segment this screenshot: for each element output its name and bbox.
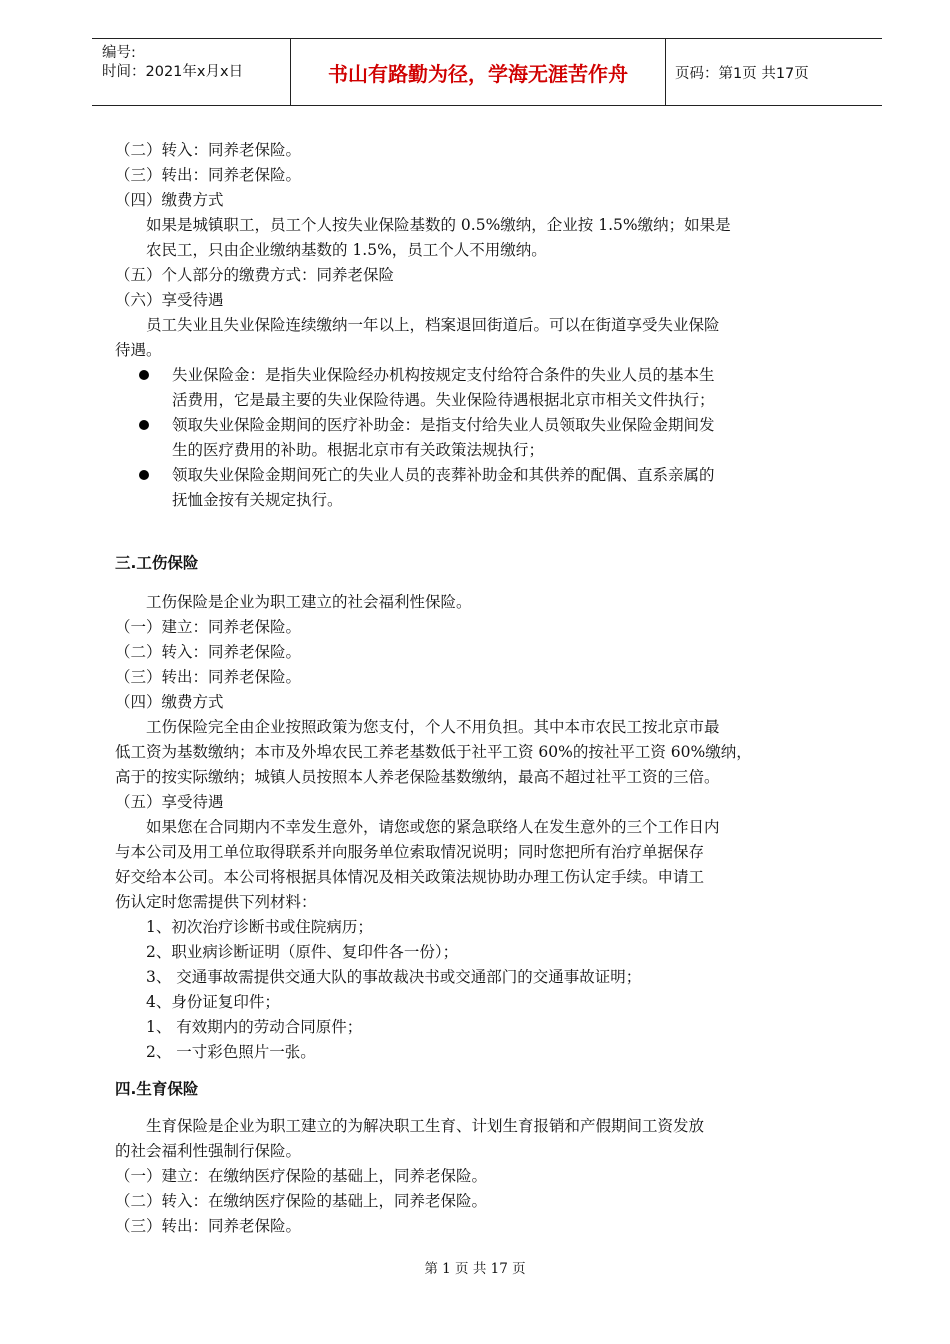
page-footer: 第 1 页 共 17 页 xyxy=(424,1261,526,1277)
text-line: （二）转入：同养老保险。 xyxy=(115,643,302,661)
text-line: （二）转入：同养老保险。 xyxy=(115,141,302,159)
materials-item: 1、初次治疗诊断书或住院病历； xyxy=(146,918,373,936)
text-line: 与本公司及用工单位取得联系并向服务单位索取情况说明；同时您把所有治疗单据保存 xyxy=(115,843,705,861)
bullet-continuation: 活费用，它是最主要的失业保险待遇。失业保险待遇根据北京市相关文件执行； xyxy=(172,391,715,409)
text-line: （五）享受待遇 xyxy=(115,793,224,811)
section-heading: 四.生育保险 xyxy=(115,1080,199,1098)
header-page-label: 页码：第1页 共17页 xyxy=(675,66,809,82)
text-line: （三）转出：同养老保险。 xyxy=(115,166,302,184)
header-divider-right xyxy=(665,39,666,105)
bullet-text: 领取失业保险金期间的医疗补助金：是指支付给失业人员领取失业保险金期间发 xyxy=(172,416,715,434)
text-line: 待遇。 xyxy=(115,341,162,359)
text-line: 农民工，只由企业缴纳基数的 1.5%，员工个人不用缴纳。 xyxy=(146,241,547,259)
bullet-text: 失业保险金：是指失业保险经办机构按规定支付给符合条件的失业人员的基本生 xyxy=(172,366,715,384)
time-label: 时间：2021年x月x日 xyxy=(102,64,244,80)
section-heading: 三.工伤保险 xyxy=(115,554,199,572)
text-line: 伤认定时您需提供下列材料： xyxy=(115,893,317,911)
text-line: （一）建立：在缴纳医疗保险的基础上，同养老保险。 xyxy=(115,1167,488,1185)
bullet-item xyxy=(115,463,860,488)
materials-item: 2、职业病诊断证明（原件、复印件各一份）； xyxy=(146,943,459,961)
text-line: （五）个人部分的缴费方式：同养老保险 xyxy=(115,266,395,284)
materials-item: 1、 有效期内的劳动合同原件； xyxy=(146,1018,363,1036)
text-line: 员工失业且失业保险连续缴纳一年以上，档案退回街道后。可以在街道享受失业保险 xyxy=(146,316,720,334)
text-line: （四）缴费方式 xyxy=(115,693,224,711)
page-header xyxy=(92,38,882,106)
text-line: （四）缴费方式 xyxy=(115,191,224,209)
text-line: 的社会福利性强制行保险。 xyxy=(115,1142,302,1160)
text-line: 如果您在合同期内不幸发生意外，请您或您的紧急联络人在发生意外的三个工作日内 xyxy=(146,818,720,836)
bullet-item xyxy=(115,413,860,438)
materials-item: 4、身份证复印件； xyxy=(146,993,280,1011)
materials-item: 2、 一寸彩色照片一张。 xyxy=(146,1043,316,1061)
bullet-continuation: 生的医疗费用的补助。根据北京市有关政策法规执行； xyxy=(172,441,545,459)
document-body xyxy=(115,138,860,1239)
text-line: 工伤保险完全由企业按照政策为您支付，个人不用负担。其中本市农民工按北京市最 xyxy=(146,718,720,736)
materials-item: 3、 交通事故需提供交通大队的事故裁决书或交通部门的交通事故证明； xyxy=(146,968,642,986)
text-line: 低工资为基数缴纳；本市及外埠农民工养老基数低于社平工资 60%的按社平工资 60%缴纳， xyxy=(115,743,752,761)
text-line: 高于的按实际缴纳；城镇人员按照本人养老保险基数缴纳，最高不超过社平工资的三倍。 xyxy=(115,768,720,786)
bullet-icon xyxy=(139,470,149,480)
text-line: 工伤保险是企业为职工建立的社会福利性保险。 xyxy=(146,593,472,611)
bullet-icon xyxy=(139,420,149,430)
text-line: （三）转出：同养老保险。 xyxy=(115,668,302,686)
text-line: （一）建立：同养老保险。 xyxy=(115,618,302,636)
bullet-icon xyxy=(139,370,149,380)
text-line: 如果是城镇职工，员工个人按失业保险基数的 0.5%缴纳，企业按 1.5%缴纳；如果是 xyxy=(146,216,731,234)
text-line: （三）转出：同养老保险。 xyxy=(115,1217,302,1235)
header-meta xyxy=(92,39,290,105)
header-divider-left xyxy=(290,39,291,105)
header-motto: 书山有路勤为径，学海无涯苦作舟 xyxy=(328,62,628,86)
number-label: 编号: xyxy=(102,45,136,61)
bullet-item xyxy=(115,363,860,388)
bullet-continuation: 抚恤金按有关规定执行。 xyxy=(172,491,343,509)
text-line: （六）享受待遇 xyxy=(115,291,224,309)
text-line: （二）转入：在缴纳医疗保险的基础上，同养老保险。 xyxy=(115,1192,488,1210)
bullet-text: 领取失业保险金期间死亡的失业人员的丧葬补助金和其供养的配偶、直系亲属的 xyxy=(172,466,715,484)
text-line: 好交给本公司。本公司将根据具体情况及相关政策法规协助办理工伤认定手续。申请工 xyxy=(115,868,705,886)
text-line: 生育保险是企业为职工建立的为解决职工生育、计划生育报销和产假期间工资发放 xyxy=(146,1117,705,1135)
